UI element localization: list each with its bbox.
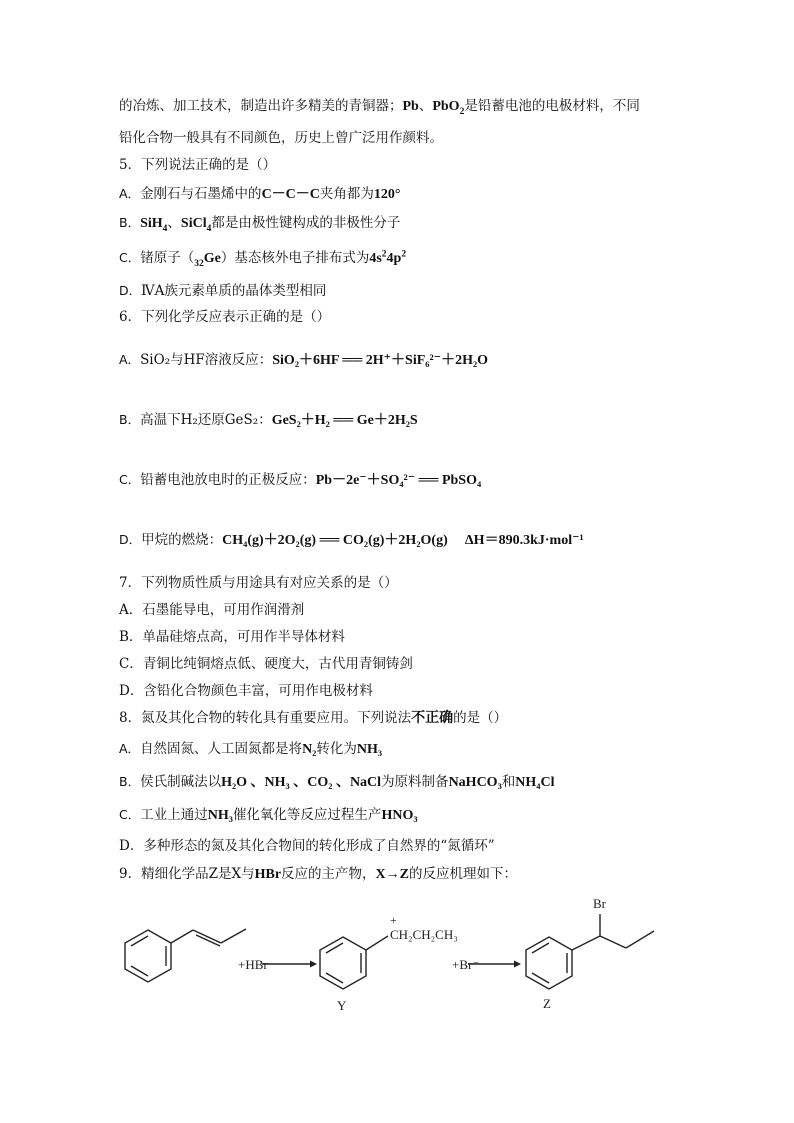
benzene-ring-x [125, 930, 171, 982]
reaction-mechanism-diagram [110, 888, 670, 1018]
q5-stem: 5．下列说法正确的是（） [119, 157, 277, 173]
q8-option-a: A．自然固氮、人工固氮都是将N₂转化为NH₃ [119, 741, 383, 757]
q8-option-d: D．多种形态的氮及其化合物间的转化形成了自然界的“氮循环” [119, 838, 495, 854]
benzene-ring-y [320, 937, 366, 989]
label-y: Y [337, 998, 347, 1013]
pb-formula: Pb [402, 99, 419, 114]
q6-option-a: A．SiO₂与HF溶液反应：SiO₂＋6HF ══ 2H⁺＋SiF₆²⁻＋2H₂O [119, 352, 489, 368]
propyl-chain: CH₂CH₂CH₃ [390, 927, 458, 942]
reagent-hbr: +HBr [238, 957, 268, 972]
intro-line-1: 的冶炼、加工技术，制造出许多精美的青铜器；Pb、PbO$_2$是铅蓄电池的电极材料，不同 [119, 98, 640, 117]
intro-line-2: 铅化合物一般具有不同颜色，历史上曾广泛用作颜料。 [119, 130, 443, 146]
arrow-head-1 [310, 961, 317, 968]
q8-stem: 8．氮及其化合物的转化具有重要应用。下列说法不正确的是（） [119, 710, 508, 726]
benzene-ring-z [526, 937, 572, 989]
q6-stem: 6．下列化学反应表示正确的是（） [119, 309, 331, 325]
q7-option-a: A．石墨能导电，可用作润滑剂 [119, 602, 305, 618]
pbo2-formula: PbO$_2$ [432, 99, 465, 117]
q8-option-b: B．侯氏制碱法以H₂O 、NH₃ 、CO₂ 、NaCl为原料制备NaHCO₃和NH₄Cl [119, 774, 555, 790]
q7-option-c: C．青铜比纯铜熔点低、硬度大，古代用青铜铸剑 [119, 656, 413, 672]
q7-option-d: D．含铅化合物颜色丰富，可用作电极材料 [119, 683, 373, 699]
q9-stem: 9．精细化学品Z是X与HBr反应的主产物，X→Z的反应机理如下： [119, 866, 517, 882]
q6-option-d: D．甲烷的燃烧：CH₄(g)＋2O₂(g) ══ CO₂(g)＋2H₂O(g) ΔH＝890.3kJ·mol⁻¹ [119, 532, 584, 548]
q6-option-b: B．高温下H₂还原GeS₂：GeS₂＋H₂ ══ Ge＋2H₂S [119, 412, 418, 428]
label-z: Z [543, 996, 551, 1011]
bromine-label: Br [593, 896, 606, 911]
q7-stem: 7．下列物质性质与用途具有对应关系的是（） [119, 575, 398, 591]
q8-option-c: C．工业上通过NH₃催化氧化等反应过程生产HNO₃ [119, 807, 418, 823]
q5-option-a: A．金刚石与石墨烯中的C－C－C夹角都为120° [119, 186, 401, 202]
q6-option-c: C．铅蓄电池放电时的正极反应：Pb－2e⁻＋SO₄²⁻ ══ PbSO₄ [119, 472, 482, 488]
q5-option-d: D．ⅣA族元素单质的晶体类型相同 [119, 283, 327, 299]
reagent-br: +Br⁻ [452, 957, 480, 972]
arrow-head-2 [514, 961, 521, 968]
q7-option-b: B．单晶硅熔点高，可用作半导体材料 [119, 629, 345, 645]
q5-option-c: C．锗原子$(_{32}Ge)$基态核外电子排布式为$4s^24p^2$ [119, 249, 407, 269]
carbocation-plus: + [390, 913, 397, 927]
q5-option-b: B．SiH$_4$、SiCl$_4$都是由极性键构成的非极性分子 [119, 215, 401, 234]
